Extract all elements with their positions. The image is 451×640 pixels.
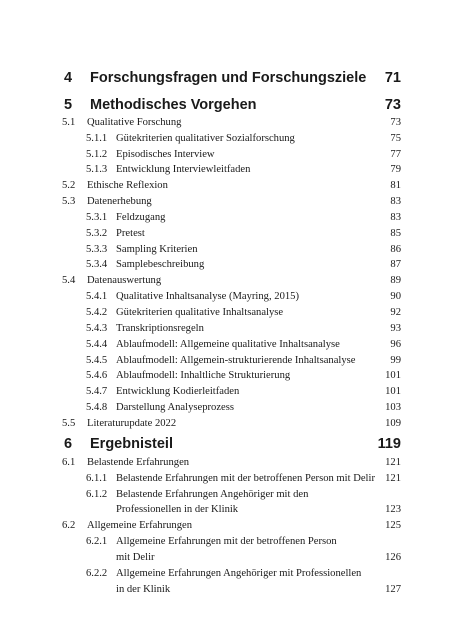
entry-title: Allgemeine Erfahrungen mit der betroffenen Person	[116, 536, 337, 547]
entry-number: 6.1.2	[86, 489, 108, 500]
toc-entry	[62, 322, 401, 336]
entry-page: 89	[390, 275, 401, 286]
entry-number: 6.2.2	[86, 568, 108, 579]
entry-title: Professionellen in der Klinik	[116, 504, 239, 515]
toc-entry	[62, 456, 401, 470]
entry-number: 5.1	[62, 117, 76, 128]
toc-entry	[62, 306, 401, 320]
entry-title: Belastende Erfahrungen	[87, 457, 190, 468]
chapter-page: 73	[384, 97, 401, 113]
toc-entry	[62, 567, 401, 581]
entry-number: 5.4.1	[86, 291, 108, 302]
entry-title: Sampling Kriterien	[116, 244, 198, 255]
entry-page: 109	[385, 418, 401, 429]
entry-title: Gütekriterien qualitativer Sozialforschung	[116, 133, 295, 144]
entry-page: 125	[385, 520, 401, 531]
entry-title: Feldzugang	[116, 212, 166, 223]
entry-page: 79	[390, 164, 401, 175]
toc-entry	[62, 417, 401, 431]
entry-number: 5.4.6	[86, 370, 108, 381]
toc-entry	[62, 519, 401, 533]
entry-title: Gütekriterien qualitative Inhaltsanalyse	[116, 307, 284, 318]
toc-entry	[62, 354, 401, 368]
entry-number: 6.1.1	[86, 473, 108, 484]
toc-chapter-6	[64, 435, 401, 453]
toc-entry	[62, 211, 401, 225]
entry-title: Entwicklung Interviewleitfaden	[116, 164, 251, 175]
toc-entry-continuation	[62, 503, 401, 517]
entry-title: Pretest	[116, 228, 145, 239]
toc-entry	[62, 132, 401, 146]
entry-page: 77	[390, 149, 401, 160]
entry-number: 5.4.8	[86, 402, 108, 413]
entry-page: 85	[390, 228, 401, 239]
entry-number: 5.1.3	[86, 164, 108, 175]
toc-entry	[62, 472, 401, 486]
entry-page: 121	[385, 457, 401, 468]
toc-entry	[62, 274, 401, 288]
entry-page: 127	[385, 584, 401, 595]
entry-number: 5.1.2	[86, 149, 108, 160]
entry-number: 5.2	[62, 180, 76, 191]
chapter-number: 5	[64, 97, 73, 113]
toc-entry	[62, 179, 401, 193]
toc-entry	[62, 369, 401, 383]
entry-page: 86	[390, 244, 401, 255]
toc-entry	[62, 243, 401, 257]
entry-page: 101	[385, 386, 401, 397]
chapter-title: Forschungsfragen und Forschungsziele	[90, 70, 367, 86]
entry-number: 5.3	[62, 196, 76, 207]
entry-page: 83	[390, 212, 401, 223]
chapter-page: 119	[377, 436, 401, 452]
toc-entry	[62, 385, 401, 399]
toc-entry	[62, 227, 401, 241]
entry-title: Ablaufmodell: Allgemeine qualitative Inhaltsanalyse	[116, 339, 340, 350]
chapter-number: 6	[64, 436, 73, 452]
entry-title: Literaturupdate 2022	[87, 418, 177, 429]
toc-chapter-4	[64, 69, 401, 87]
entry-number: 5.4.3	[86, 323, 108, 334]
entry-number: 6.2.1	[86, 536, 108, 547]
entry-page: 90	[390, 291, 401, 302]
entry-number: 5.1.1	[86, 133, 108, 144]
entry-title: Transkriptionsregeln	[116, 323, 204, 334]
entry-page: 73	[390, 117, 401, 128]
toc-entry	[62, 116, 401, 130]
entry-title: Darstellung Analyseprozess	[116, 402, 234, 413]
toc-entry	[62, 195, 401, 209]
toc-entry	[62, 290, 401, 304]
entry-title: Belastende Erfahrungen Angehöriger mit den	[116, 489, 309, 500]
toc-entry-continuation	[62, 583, 401, 597]
toc-entry	[62, 401, 401, 415]
entry-page: 99	[390, 355, 401, 366]
toc-entry-continuation	[62, 551, 401, 565]
entry-title: Ablaufmodell: Allgemein-strukturierende Inhaltsanalyse	[116, 355, 356, 366]
toc-entry	[62, 258, 401, 272]
entry-number: 5.3.3	[86, 244, 108, 255]
chapter-title: Methodisches Vorgehen	[90, 97, 257, 113]
entry-title: Episodisches Interview	[116, 149, 215, 160]
entry-page: 75	[390, 133, 401, 144]
entry-page: 87	[390, 259, 401, 270]
chapter-title: Ergebnisteil	[90, 436, 173, 452]
toc-entry	[62, 163, 401, 177]
entry-page: 126	[385, 552, 401, 563]
entry-page: 103	[385, 402, 401, 413]
entry-title: mit Delir	[116, 552, 155, 563]
toc-entry	[62, 535, 401, 549]
chapter-number: 4	[64, 70, 73, 86]
toc-entry	[62, 148, 401, 162]
entry-title: Entwicklung Kodierleitfaden	[116, 386, 240, 397]
entry-number: 5.3.2	[86, 228, 108, 239]
entry-title: Allgemeine Erfahrungen	[87, 520, 193, 531]
entry-title: Datenerhebung	[87, 196, 152, 207]
entry-title: Qualitative Forschung	[87, 117, 182, 128]
entry-page: 92	[390, 307, 401, 318]
entry-number: 5.4.7	[86, 386, 108, 397]
entry-title: Allgemeine Erfahrungen Angehöriger mit Professionellen	[116, 568, 362, 579]
entry-page: 121	[385, 473, 401, 484]
toc-chapter-5	[64, 96, 401, 114]
entry-title: Ethische Reflexion	[87, 180, 168, 191]
entry-page: 101	[385, 370, 401, 381]
entry-number: 5.5	[62, 418, 76, 429]
entry-number: 5.4.2	[86, 307, 108, 318]
entry-title: Belastende Erfahrungen mit der betroffenen Person mit Delir	[116, 473, 375, 484]
entry-page: 96	[390, 339, 401, 350]
entry-number: 5.4	[62, 275, 76, 286]
entry-number: 5.3.1	[86, 212, 108, 223]
entry-number: 6.1	[62, 457, 76, 468]
entry-title: Datenauswertung	[87, 275, 162, 286]
entry-page: 93	[390, 323, 401, 334]
chapter-page: 71	[384, 70, 401, 86]
entry-number: 5.4.5	[86, 355, 108, 366]
entry-number: 6.2	[62, 520, 76, 531]
entry-page: 81	[390, 180, 401, 191]
entry-number: 5.4.4	[86, 339, 108, 350]
entry-page: 83	[390, 196, 401, 207]
entry-title: in der Klinik	[116, 584, 171, 595]
toc-entry	[62, 488, 401, 502]
entry-title: Ablaufmodell: Inhaltliche Strukturierung	[116, 370, 291, 381]
entry-title: Samplebeschreibung	[116, 259, 205, 270]
entry-title: Qualitative Inhaltsanalyse (Mayring, 2015)	[116, 291, 299, 302]
entry-number: 5.3.4	[86, 259, 108, 270]
entry-page: 123	[385, 504, 401, 515]
toc-entry	[62, 338, 401, 352]
